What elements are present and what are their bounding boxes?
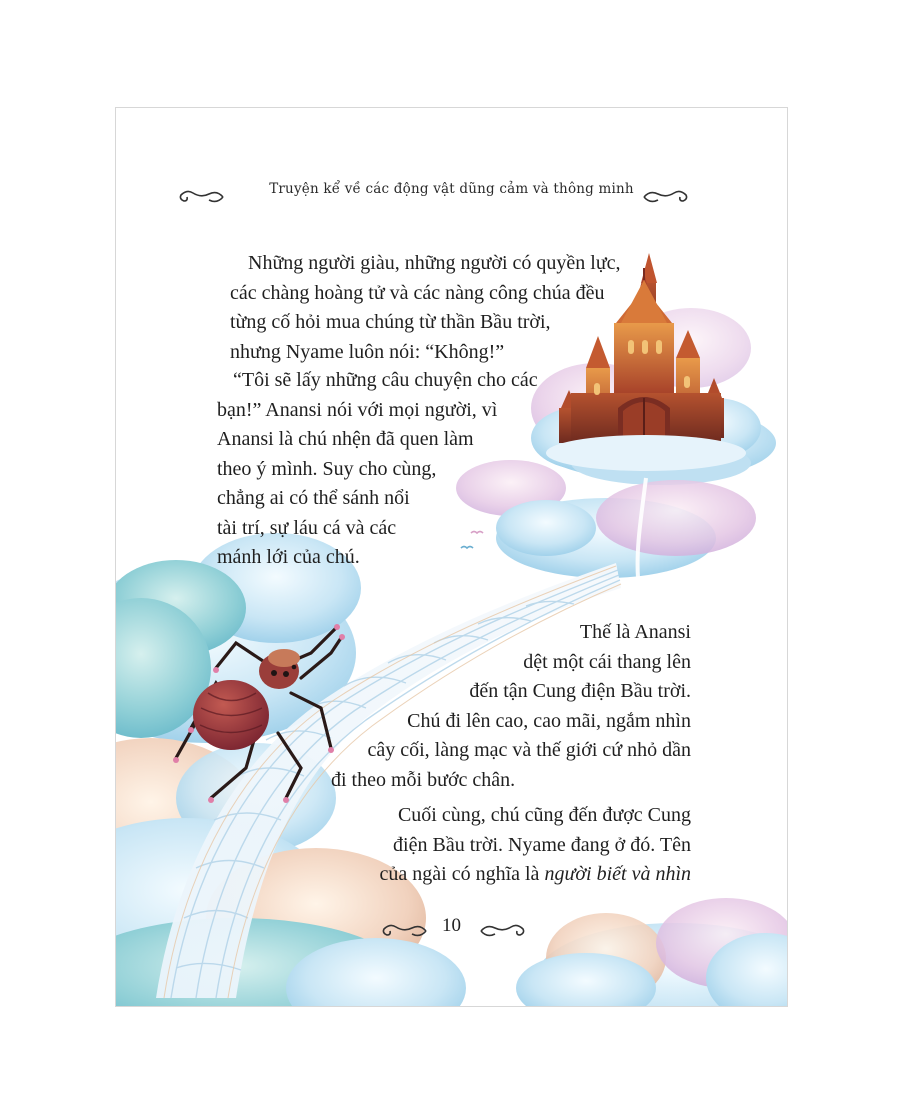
text-line: Cuối cùng, chú cũng đến được Cung	[397, 804, 691, 826]
text-line: Thế là Anansi	[579, 621, 691, 643]
text-line: nhưng Nyame luôn nói: “Không!”	[230, 340, 505, 363]
text-line-start: của ngài có nghĩa là	[379, 863, 540, 885]
text-line: bạn!” Anansi nói với mọi người, vì	[217, 398, 498, 421]
paragraph-1	[230, 249, 670, 367]
text-line: theo ý mình. Suy cho cùng,	[217, 457, 437, 480]
page-number-value: 10	[442, 914, 461, 936]
text-line: đến tận Cung điện Bầu trời.	[469, 680, 691, 702]
text-line: tài trí, sự láu cá và các	[217, 516, 397, 539]
text-line: Những người giàu, những người có quyền lực,	[248, 252, 621, 274]
text-line: điện Bầu trời. Nyame đang ở đó. Tên	[393, 833, 691, 856]
text-line: chẳng ai có thể sánh nổi	[217, 487, 410, 509]
text-line: Anansi là chú nhện đã quen làm	[217, 428, 474, 450]
paragraph-2	[217, 366, 577, 573]
paragraph-4	[316, 801, 691, 890]
text-line: “Tôi sẽ lấy những câu chuyện cho các	[233, 369, 538, 391]
running-header-title: Truyện kể về các động vật dũng cảm và thông minh	[269, 180, 634, 197]
text-line: cây cối, làng mạc và thế giới cứ nhỏ dần	[367, 739, 691, 761]
text-line: dệt một cái thang lên	[523, 650, 691, 673]
italic-phrase: người biết và nhìn	[544, 863, 691, 885]
running-header	[116, 180, 787, 197]
text-line: Chú đi lên cao, cao mãi, ngắm nhìn	[407, 709, 691, 732]
page-number	[116, 914, 787, 937]
book-page	[115, 107, 788, 1007]
paragraph-3	[316, 618, 691, 795]
text-line: từng cố hỏi mua chúng từ thần Bầu trời,	[230, 311, 551, 333]
text-line: các chàng hoàng tử và các nàng công chúa đều	[230, 281, 605, 304]
text-line	[316, 860, 691, 890]
text-line: đi theo mỗi bước chân.	[331, 768, 516, 791]
text-line: mánh lới của chú.	[217, 546, 360, 568]
